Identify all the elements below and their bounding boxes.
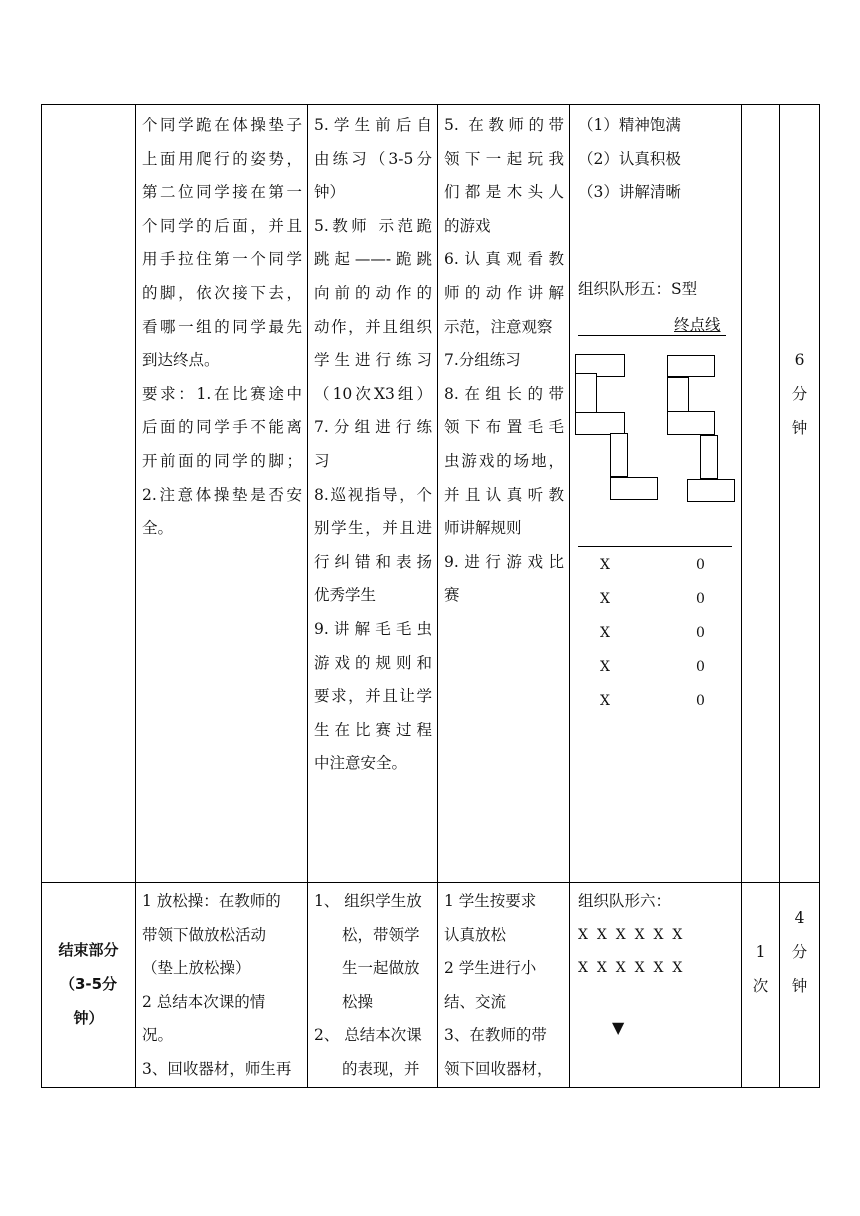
text-line: 师的动作讲解 [444,283,564,302]
text-line: 上面用爬行的姿势， [142,149,302,168]
text-line: 3、在教师的带 [444,1026,547,1045]
text-line: 由练习（3-5分 [314,149,432,168]
text-line: 开前面的同学的脚； [142,451,302,470]
teacher-activity-cell [308,105,438,883]
requirement-2: （2）认真积极 [578,149,681,168]
lesson-plan-table [41,104,820,1088]
student-row: X X X X X X [578,960,683,977]
text-line: 示范，注意观察 [444,317,553,336]
text-line: 的游戏 [444,216,491,235]
student-activity-cell [438,883,570,1088]
start-line [578,546,732,547]
mat [667,411,715,435]
text-line: 要求：1.在比赛途中 [142,384,302,403]
time-unit: 分 [791,385,808,403]
teacher-item-text: 松操 [342,992,374,1011]
organization-cell [570,105,742,883]
count-unit: 次 [752,977,769,995]
text-line: 8.在组长的带 [444,384,564,403]
student-x-mark: X [600,659,610,675]
teacher-item: 1、 组织学生放 [314,892,422,910]
section-title: 结束部分 [58,941,119,959]
finish-line-label: 终点线 [674,316,721,334]
text-line: 9.讲解毛毛虫 [314,619,432,638]
student-o-mark: 0 [696,659,705,675]
teacher-item-text: 的表现，并 [342,1059,420,1078]
time-cell [780,105,820,883]
mat [687,479,735,502]
student-o-mark: 0 [696,693,705,709]
text-line: 优秀学生 [314,586,377,605]
mat [575,373,597,415]
time-cell [780,883,820,1088]
teacher-activity-cell [308,883,438,1088]
table-row [42,105,820,883]
text-line: 别学生，并且进 [314,519,432,538]
text-line: 跳起——-跪跳 [314,250,432,269]
text-line: 用手拉住第一个同学 [142,250,302,269]
teacher-item-text: 松，带领学 [342,925,420,944]
teacher-item-text: 生一起做放 [342,959,420,978]
text-line: 结、交流 [444,992,507,1011]
text-line: 个同学跪在体操垫子 [142,116,302,134]
formation-label: 组织队形六： [578,892,672,910]
student-x-mark: X [600,591,610,607]
text-line: 个同学的后面，并且 [142,216,302,235]
text-line: 看哪一组的同学最先 [142,317,302,336]
mat [610,477,658,500]
text-line: 5.教师 示范跪 [314,216,432,235]
text-line: 领下回收器材， [444,1059,553,1078]
text-line: 9.进行游戏比 [444,552,564,571]
time-unit: 钟 [791,977,808,995]
time-unit: 分 [791,943,808,961]
section-duration: （3-5分 [59,975,118,993]
student-activity-cell [438,105,570,883]
text-line: 生在比赛过程 [314,720,432,739]
text-line: 2 学生进行小 [444,959,537,978]
text-line: 7.分组进行练 [314,418,432,437]
text-line: 全。 [142,519,174,538]
section-cell [42,883,136,1088]
text-line: 要求，并且让学 [314,687,432,706]
teacher-item: 2、 总结本次课 [314,1026,422,1045]
student-o-mark: 0 [696,625,705,641]
student-x-mark: X [600,693,610,709]
text-line: 中注意安全。 [314,754,408,773]
text-line: 6.认真观看教 [444,250,564,269]
text-line: 带领下做放松活动 [142,925,267,944]
text-line: 并且认真听教 [444,485,564,504]
requirement-1: （1）精神饱满 [578,116,681,134]
text-line: 的脚，依次接下去， [142,283,302,302]
table-row [42,883,820,1088]
time-value: 4 [794,909,805,927]
text-line: 行纠错和表扬 [314,552,432,571]
mat [700,435,718,479]
text-line: （垫上放松操） [142,959,251,978]
finish-line [578,335,726,336]
section-duration: 钟） [73,1009,104,1027]
text-line: 学生进行练习 [314,351,432,370]
student-o-mark: 0 [696,591,705,607]
formation-label: 组织队形五：S型 [578,280,698,298]
teacher-marker-icon: ▼ [612,1017,625,1037]
text-line: 1 放松操：在教师的 [142,892,281,910]
student-x-mark: X [600,557,610,573]
text-line: 1 学生按要求 [444,892,537,910]
text-line: 游戏的规则和 [314,653,432,672]
text-line: 2.注意体操垫是否安 [142,485,302,504]
time-unit: 钟 [791,419,808,437]
text-line: 师讲解规则 [444,519,522,538]
text-line: 2 总结本次课的情 [142,992,266,1011]
student-o-mark: 0 [696,557,705,573]
text-line: （10次X3组） [314,384,432,403]
text-line: 3、回收器材，师生再 [142,1059,292,1078]
mat [667,377,689,415]
count-cell [742,883,780,1088]
text-line: 第二位同学接在第一 [142,183,302,202]
text-line: 虫游戏的场地， [444,451,564,470]
text-line: 赛 [444,586,460,605]
text-line: 后面的同学手不能离 [142,418,302,437]
text-line: 5.学生前后自 [314,116,432,134]
text-line: 到达终点。 [142,351,220,370]
text-line: 领下一起玩我 [444,149,564,168]
student-row: X X X X X X [578,926,683,943]
text-line: 认真放松 [444,925,507,944]
mat [575,412,625,435]
text-line: 动作，并且组织 [314,317,432,336]
text-line: 8.巡视指导，个 [314,485,432,504]
content-cell [136,883,308,1088]
mat [610,433,628,477]
text-line: 5. 在教师的带 [444,116,564,134]
count-value: 1 [755,943,766,961]
text-line: 们都是木头人 [444,183,564,202]
requirement-3: （3）讲解清晰 [578,183,681,202]
count-cell-empty [742,105,780,883]
student-x-mark: X [600,625,610,641]
section-cell-empty [42,105,136,883]
text-line: 钟） [314,183,346,202]
text-line: 习 [314,451,330,470]
content-cell [136,105,308,883]
time-value: 6 [794,351,805,369]
text-line: 领下布置毛毛 [444,418,564,437]
text-line: 况。 [142,1026,174,1045]
text-line: 7.分组练习 [444,351,521,370]
mat [667,355,715,377]
organization-cell [570,883,742,1088]
text-line: 向前的动作的 [314,283,432,302]
